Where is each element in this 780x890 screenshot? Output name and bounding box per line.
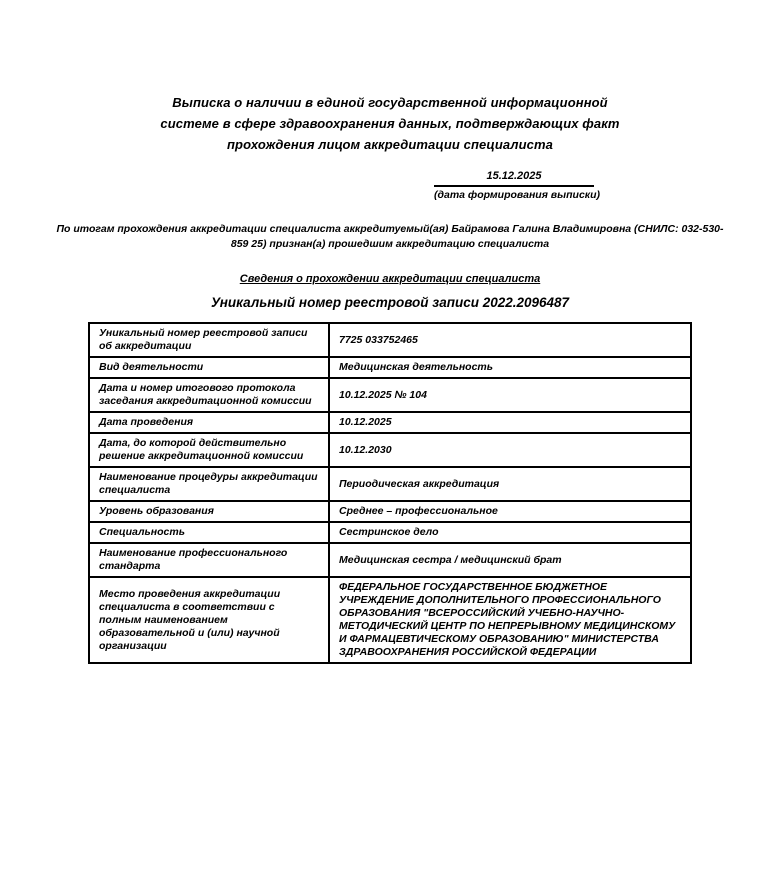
row-label-cell: Дата проведения (89, 412, 329, 433)
document-title-line: системе в сфере здравоохранения данных, подтверждающих факт (160, 116, 620, 131)
issue-date-caption: (дата формирования выписки) (434, 189, 601, 201)
table-row (89, 323, 691, 357)
document-title (0, 92, 780, 155)
table-row (89, 501, 691, 522)
table-row (89, 433, 691, 467)
registry-record-heading: Уникальный номер реестровой записи 2022.2096487 (210, 295, 570, 310)
row-value-cell: 10.12.2025 (329, 412, 691, 433)
row-label-cell: Уникальный номер реестровой записи об аккредитации (89, 323, 329, 357)
row-label-cell: Место проведения аккредитации специалиста в соответствии с полным наименованием образовательной и (или) научной организации (89, 577, 329, 663)
accreditation-result-paragraph: По итогам прохождения аккредитации специалиста аккредитуемый(ая) Байрамова Галина Владимировна (СНИЛС: 032-530-859 25) признан(а) прошедшим аккредитацию специалиста (56, 223, 724, 250)
table-row (89, 522, 691, 543)
row-value-cell: 10.12.2025 № 104 (329, 378, 691, 412)
row-value-cell: Медицинская деятельность (329, 357, 691, 378)
document-title-line: прохождения лицом аккредитации специалиста (227, 137, 553, 152)
row-label-cell: Наименование профессионального стандарта (89, 543, 329, 577)
row-label-cell: Дата и номер итогового протокола заседания аккредитационной комиссии (89, 378, 329, 412)
row-value-cell: Среднее – профессиональное (329, 501, 691, 522)
row-value-cell: Периодическая аккредитация (329, 467, 691, 501)
issue-date-value: 15.12.2025 (434, 170, 594, 187)
issue-date-block (434, 170, 601, 202)
row-value-cell: Сестринское дело (329, 522, 691, 543)
accreditation-table (88, 322, 692, 664)
row-value-cell: ФЕДЕРАЛЬНОЕ ГОСУДАРСТВЕННОЕ БЮДЖЕТНОЕ УЧРЕЖДЕНИЕ ДОПОЛНИТЕЛЬНОГО ПРОФЕССИОНАЛЬНОГО ОБРАЗОВАНИЯ "ВСЕРОССИЙСКИЙ УЧЕБНО-НАУЧНО-МЕТОДИЧЕСКИЙ ЦЕНТР ПО НЕПРЕРЫВНОМУ МЕДИЦИНСКОМУ И ФАРМАЦЕВТИЧЕСКОМУ ОБРАЗОВАНИЮ" МИНИСТЕРСТВА ЗДРАВООХРАНЕНИЯ РОССИЙСКОЙ ФЕДЕРАЦИИ (329, 577, 691, 663)
table-row (89, 357, 691, 378)
row-label-cell: Вид деятельности (89, 357, 329, 378)
row-label-cell: Наименование процедуры аккредитации специалиста (89, 467, 329, 501)
row-label-cell: Уровень образования (89, 501, 329, 522)
table-row (89, 412, 691, 433)
document-title-line: Выписка о наличии в единой государственной информационной (172, 95, 608, 110)
table-row (89, 378, 691, 412)
row-label-cell: Дата, до которой действительно решение аккредитационной комиссии (89, 433, 329, 467)
row-value-cell: 7725 033752465 (329, 323, 691, 357)
table-row (89, 467, 691, 501)
table-row (89, 543, 691, 577)
table-row (89, 577, 691, 663)
row-value-cell: Медицинская сестра / медицинский брат (329, 543, 691, 577)
row-label-cell: Специальность (89, 522, 329, 543)
row-value-cell: 10.12.2030 (329, 433, 691, 467)
section-heading: Сведения о прохождении аккредитации специалиста (239, 273, 541, 285)
